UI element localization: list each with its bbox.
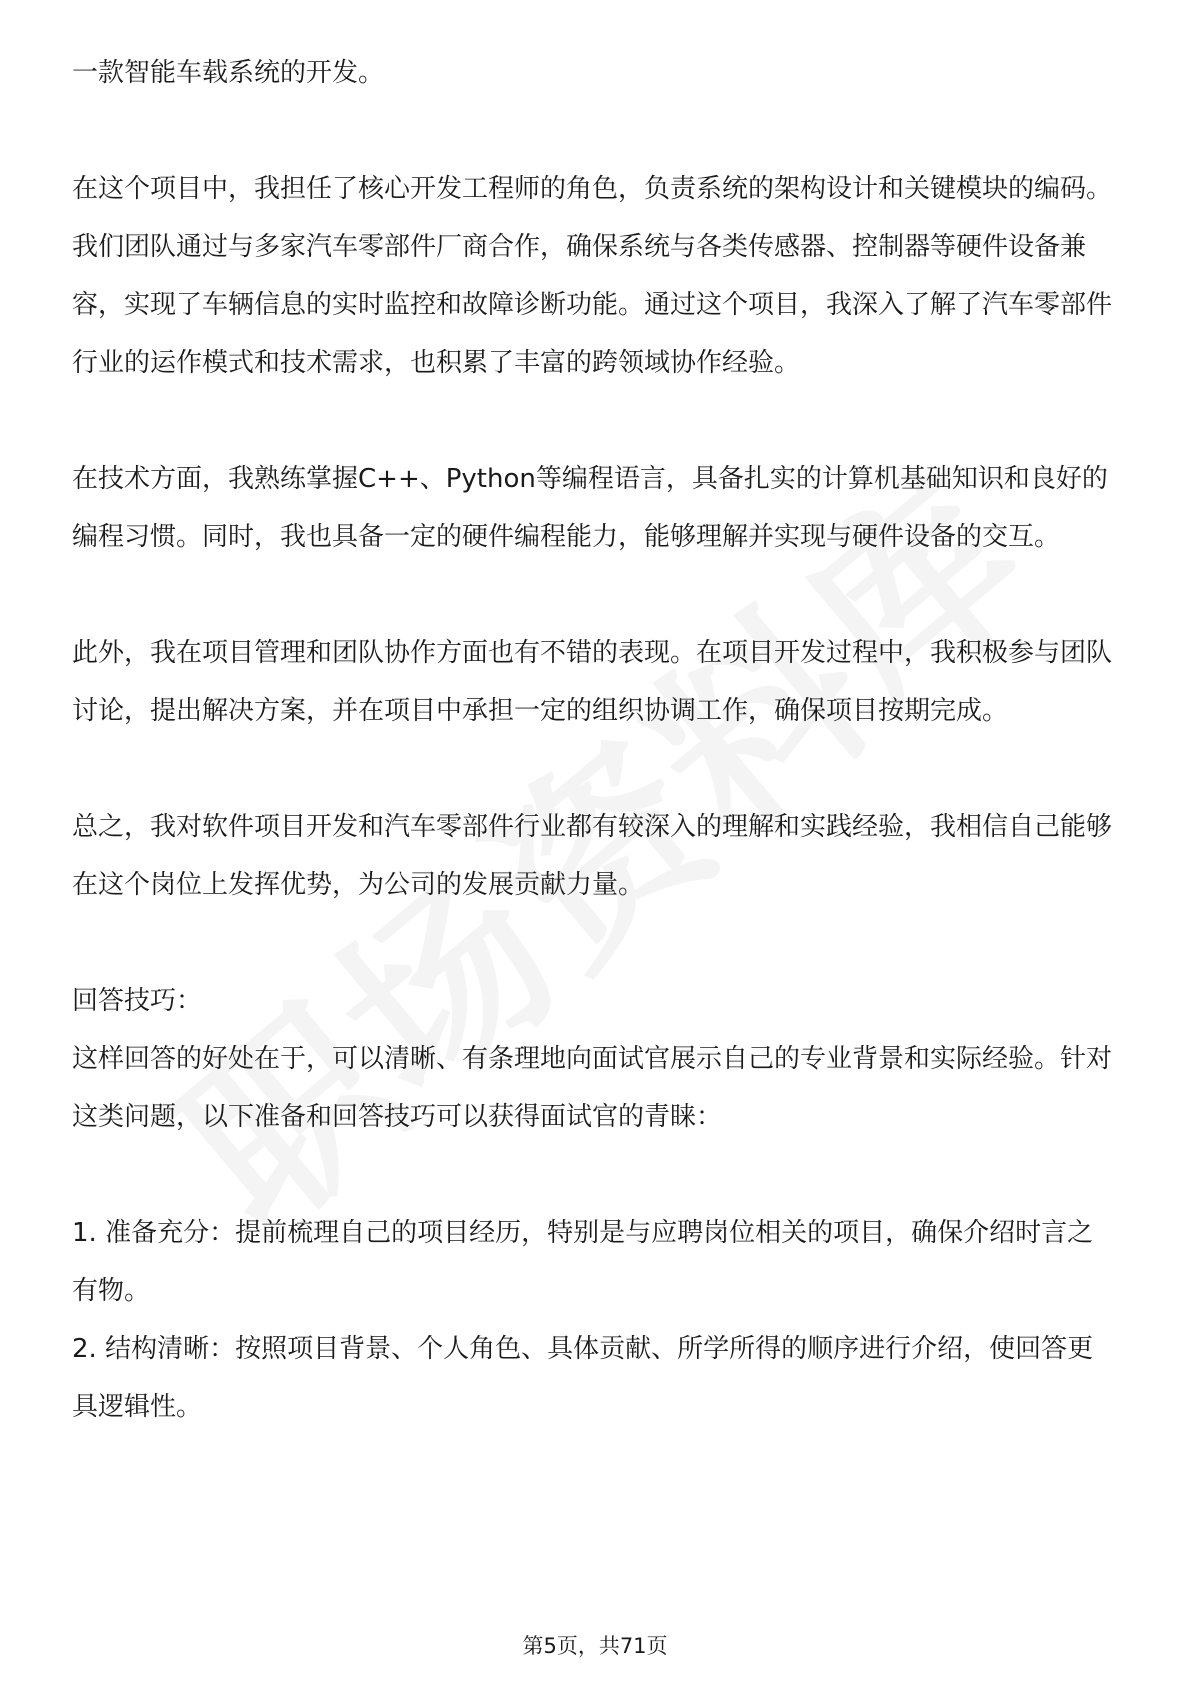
paragraph-spacer [72,102,1118,160]
tips-item-1: 1. 准备充分：提前梳理自己的项目经历，特别是与应聘岗位相关的项目，确保介绍时言之有物。 [72,1218,1094,1306]
paragraph-technical-skills: 在技术方面，我熟练掌握C++、Python等编程语言，具备扎实的计算机基础知识和良好的编程习惯。同时，我也具备一定的硬件编程能力，能够理解并实现与硬件设备的交互。 [72,464,1108,552]
paragraph-spacer [72,392,1118,450]
paragraph-spacer [72,914,1118,972]
document-body [72,44,1118,1436]
paragraph-teamwork: 此外，我在项目管理和团队协作方面也有不错的表现。在项目开发过程中，我积极参与团队讨论，提出解决方案，并在项目中承担一定的组织协调工作，确保项目按期完成。 [72,638,1113,726]
tips-heading: 回答技巧： [72,986,203,1016]
tips-intro: 这样回答的好处在于，可以清晰、有条理地向面试官展示自己的专业背景和实际经验。针对这类问题，以下准备和回答技巧可以获得面试官的青睐： [72,1044,1113,1132]
paragraph-spacer [72,1146,1118,1204]
tips-item-2: 2. 结构清晰：按照项目背景、个人角色、具体贡献、所学所得的顺序进行介绍，使回答更具逻辑性。 [72,1334,1094,1422]
paragraph-spacer [72,566,1118,624]
paragraph-intro: 一款智能车载系统的开发。 [72,58,385,88]
page-number: 第5页，共71页 [522,1634,668,1658]
paragraph-project-role: 在这个项目中，我担任了核心开发工程师的角色，负责系统的架构设计和关键模块的编码。我们团队通过与多家汽车零部件厂商合作，确保系统与各类传感器、控制器等硬件设备兼容，实现了车辆信息的实时监控和故障诊断功能。通过这个项目，我深入了解了汽车零部件行业的运作模式和技术需求，也积累了丰富的跨领域协作经验。 [72,174,1113,378]
paragraph-summary: 总之，我对软件项目开发和汽车零部件行业都有较深入的理解和实践经验，我相信自己能够在这个岗位上发挥优势，为公司的发展贡献力量。 [72,812,1113,900]
paragraph-spacer [72,740,1118,798]
